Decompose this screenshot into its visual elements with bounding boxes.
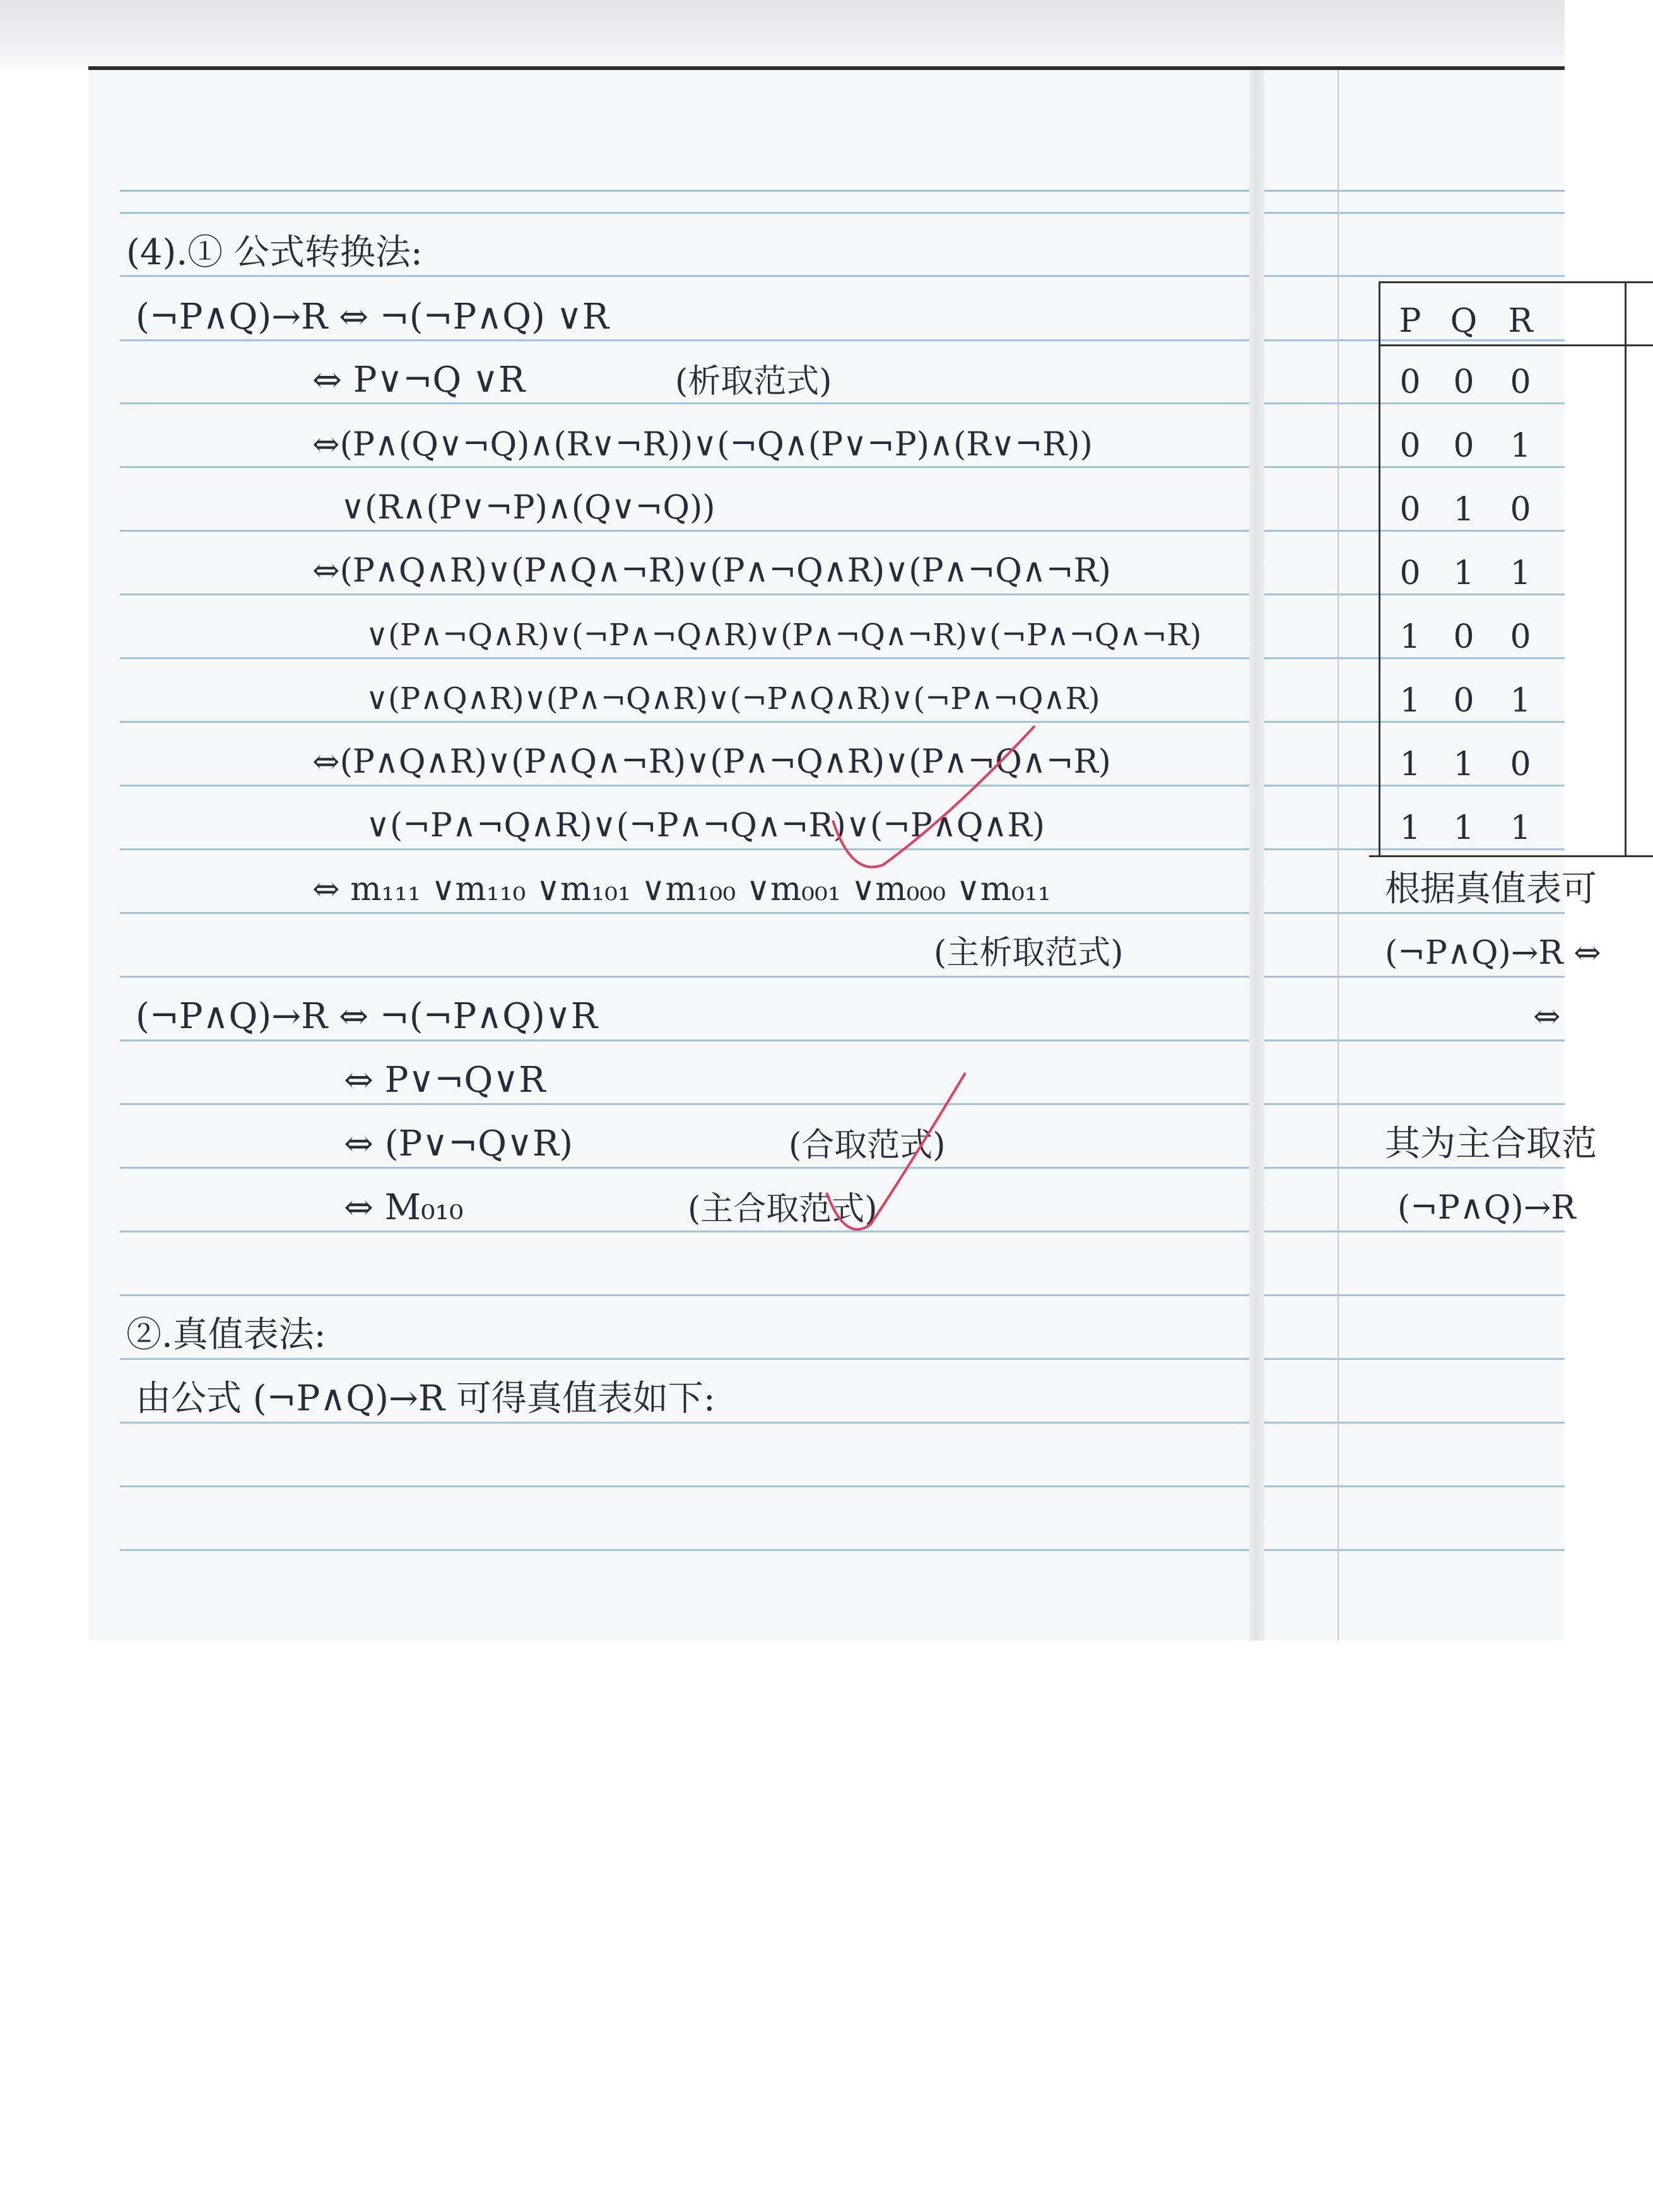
right-page-line-4: 其为主合取范: [1385, 1123, 1597, 1164]
truth-table-header-r: R: [1508, 302, 1533, 340]
dnf-line-2: ⇔ P∨¬Q ∨R: [312, 360, 526, 401]
dnf-line-5: ⇔(P∧Q∧R)∨(P∧Q∧¬R)∨(P∧¬Q∧R)∨(P∧¬Q∧¬R): [312, 552, 1111, 590]
truth-table-header-q: Q: [1450, 302, 1478, 340]
truth-table-cell: 0: [1453, 427, 1474, 465]
ruled-line: [120, 721, 1565, 723]
cnf-label-principal-conjunctive-form: (主合取范式): [688, 1190, 878, 1228]
truth-table-cell: 0: [1510, 363, 1531, 401]
truth-table-cell: 0: [1453, 618, 1474, 656]
cnf-line-3: ⇔ (P∨¬Q∨R): [344, 1123, 574, 1164]
truth-table-header-p: P: [1399, 302, 1421, 340]
truth-table-cell: 0: [1399, 491, 1421, 529]
dnf-line-4: ∨(R∧(P∨¬P)∧(Q∨¬Q)): [341, 489, 715, 527]
truth-table-cell: 1: [1453, 491, 1474, 529]
ruled-line: [120, 190, 1565, 192]
truth-table-column-divider: [1625, 281, 1627, 857]
truth-table-cell: 0: [1399, 363, 1421, 401]
truth-table-cell: 0: [1399, 554, 1421, 592]
ruled-line: [120, 1422, 1565, 1424]
truth-table-cell: 0: [1510, 746, 1531, 783]
ruled-line: [120, 275, 1565, 277]
cnf-line-1: (¬P∧Q)→R ⇔ ¬(¬P∧Q)∨R: [136, 996, 598, 1037]
truth-table-cell: 0: [1510, 491, 1531, 529]
truth-table-top-border: [1379, 281, 1653, 283]
dnf-line-10: ⇔ m₁₁₁ ∨m₁₁₀ ∨m₁₀₁ ∨m₁₀₀ ∨m₀₀₁ ∨m₀₀₀ ∨m₀₁₁: [312, 870, 1051, 908]
right-page-line-1: 根据真值表可: [1385, 869, 1597, 910]
cnf-line-4: ⇔ M₀₁₀: [344, 1187, 464, 1228]
cnf-label-conjunctive-form: (合取范式): [789, 1126, 946, 1164]
dnf-line-3: ⇔(P∧(Q∨¬Q)∧(R∨¬R))∨(¬Q∧(P∨¬P)∧(R∨¬R)): [312, 426, 1093, 464]
truth-table-cell: 1: [1510, 682, 1531, 720]
notebook-page: [88, 66, 1601, 1641]
ruled-line: [120, 912, 1565, 914]
ruled-line: [120, 1358, 1565, 1360]
truth-table-cell: 1: [1510, 554, 1531, 592]
truth-table-cell: 1: [1399, 746, 1421, 783]
truth-table-bottom-border: [1369, 855, 1653, 857]
ruled-line: [120, 339, 1565, 341]
gutter-fold-line: [1338, 70, 1339, 1641]
dnf-line-1: (¬P∧Q)→R ⇔ ¬(¬P∧Q) ∨R: [136, 296, 609, 337]
truth-table-cell: 1: [1399, 809, 1421, 847]
truth-table-cell: 1: [1453, 554, 1474, 592]
ruled-line: [120, 212, 1565, 214]
truth-table-cell: 1: [1399, 682, 1421, 720]
ruled-line: [120, 1485, 1565, 1487]
ruled-line: [120, 1039, 1565, 1041]
truth-table-cell: 1: [1510, 809, 1531, 847]
ruled-line: [120, 530, 1565, 532]
dnf-label-disjunctive-form: (析取范式): [675, 363, 832, 401]
ruled-line: [120, 1294, 1565, 1296]
truth-table-header-divider: [1379, 344, 1653, 346]
ruled-line: [120, 848, 1565, 850]
right-page-line-5: (¬P∧Q)→R: [1397, 1189, 1576, 1227]
ruled-line: [120, 1103, 1565, 1105]
dnf-line-7: ∨(P∧Q∧R)∨(P∧¬Q∧R)∨(¬P∧Q∧R)∨(¬P∧¬Q∧R): [366, 681, 1100, 717]
truth-table-cell: 1: [1453, 809, 1474, 847]
page-gutter: [1249, 70, 1264, 1641]
dnf-label-principal-disjunctive-form: (主析取范式): [934, 934, 1124, 972]
truth-table-cell: 1: [1399, 618, 1421, 656]
right-page-line-3: ⇔: [1533, 998, 1561, 1036]
truth-table-left-border: [1379, 281, 1380, 857]
truth-table-cell: 1: [1510, 427, 1531, 465]
dnf-line-9: ∨(¬P∧¬Q∧R)∨(¬P∧¬Q∧¬R)∨(¬P∧Q∧R): [366, 807, 1045, 845]
ruled-line: [120, 594, 1565, 595]
truth-table-cell: 1: [1453, 746, 1474, 783]
section-heading-truth-table: ②.真值表法:: [126, 1314, 326, 1355]
ruled-line: [120, 785, 1565, 787]
truth-table-intro: 由公式 (¬P∧Q)→R 可得真值表如下:: [136, 1378, 715, 1419]
ruled-line: [120, 1549, 1565, 1551]
section-heading-formula-conversion: (4).① 公式转换法:: [126, 232, 423, 273]
truth-table-cell: 0: [1453, 682, 1474, 720]
ruled-line: [120, 976, 1565, 978]
right-page-line-2: (¬P∧Q)→R ⇔: [1385, 934, 1601, 972]
dnf-line-8: ⇔(P∧Q∧R)∨(P∧Q∧¬R)∨(P∧¬Q∧R)∨(P∧¬Q∧¬R): [312, 743, 1111, 781]
ruled-line: [120, 657, 1565, 659]
cnf-line-2: ⇔ P∨¬Q∨R: [344, 1060, 546, 1101]
truth-table-cell: 0: [1453, 363, 1474, 401]
dnf-line-6: ∨(P∧¬Q∧R)∨(¬P∧¬Q∧R)∨(P∧¬Q∧¬R)∨(¬P∧¬Q∧¬R): [366, 617, 1202, 653]
truth-table-cell: 0: [1510, 618, 1531, 656]
ruled-line: [120, 402, 1565, 404]
truth-table-cell: 0: [1399, 427, 1421, 465]
scan-background-top: [0, 0, 1565, 73]
